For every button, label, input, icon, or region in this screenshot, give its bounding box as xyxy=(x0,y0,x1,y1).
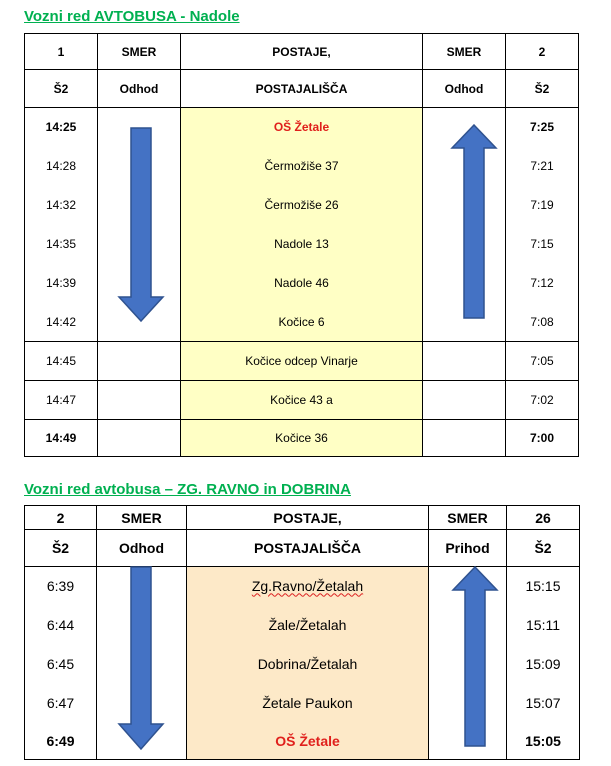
departure-time: 14:35 xyxy=(25,225,98,264)
departure-time: 14:39 xyxy=(25,264,98,303)
departure-time: 6:47 xyxy=(25,684,97,723)
stop-name: Kočice 43 a xyxy=(181,381,423,420)
stop-name: Kočice 6 xyxy=(181,303,423,342)
header-row-2 xyxy=(25,70,579,108)
col-header-right-number: 26 xyxy=(507,506,580,530)
stop-name: Nadole 13 xyxy=(181,225,423,264)
table-row xyxy=(25,420,579,457)
stop-name: Nadole 46 xyxy=(181,264,423,303)
stop-name: OŠ Žetale xyxy=(181,108,423,147)
arrival-time: 7:21 xyxy=(506,147,579,186)
col-header-left-number: 2 xyxy=(25,506,97,530)
arrow-up-icon xyxy=(450,124,498,320)
departure-time: 6:39 xyxy=(25,567,97,606)
col-subheader-stops: POSTAJALIŠČA xyxy=(181,70,423,108)
departure-time: 14:28 xyxy=(25,147,98,186)
arrival-time: 15:07 xyxy=(507,684,580,723)
col-header-direction-right: SMER xyxy=(423,34,506,70)
stop-name: Kočice 36 xyxy=(181,420,423,457)
col-subheader-right: Š2 xyxy=(507,530,580,567)
header-row-1 xyxy=(25,506,580,530)
col-header-direction-left: SMER xyxy=(97,506,187,530)
stop-name: Čermožiše 26 xyxy=(181,186,423,225)
col-subheader-departure-right: Odhod xyxy=(423,70,506,108)
col-subheader-departure: Odhod xyxy=(97,530,187,567)
arrival-time: 7:08 xyxy=(506,303,579,342)
departure-time: 14:25 xyxy=(25,108,98,147)
departure-time: 6:49 xyxy=(25,723,97,760)
arrival-time: 15:15 xyxy=(507,567,580,606)
departure-time: 14:47 xyxy=(25,381,98,420)
departure-time: 14:45 xyxy=(25,342,98,381)
departure-time: 6:44 xyxy=(25,606,97,645)
arrival-time: 7:15 xyxy=(506,225,579,264)
departure-time: 14:49 xyxy=(25,420,98,457)
arrival-time: 15:05 xyxy=(507,723,580,760)
col-header-left-number: 1 xyxy=(25,34,98,70)
arrow-down-icon xyxy=(117,127,165,323)
departure-time: 6:45 xyxy=(25,645,97,684)
arrow-down-icon xyxy=(117,566,165,751)
col-subheader-stops: POSTAJALIŠČA xyxy=(187,530,429,567)
col-header-direction-left: SMER xyxy=(98,34,181,70)
table1-title: Vozni red AVTOBUSA - Nadole xyxy=(24,8,240,25)
arrival-time: 7:00 xyxy=(506,420,579,457)
arrival-time: 15:11 xyxy=(507,606,580,645)
col-subheader-left: Š2 xyxy=(25,70,98,108)
arrival-time: 7:19 xyxy=(506,186,579,225)
arrival-time: 7:25 xyxy=(506,108,579,147)
arrival-time: 7:02 xyxy=(506,381,579,420)
arrival-time: 7:12 xyxy=(506,264,579,303)
col-subheader-right: Š2 xyxy=(506,70,579,108)
stop-name: Dobrina/Žetalah xyxy=(187,645,429,684)
col-header-stops: POSTAJE, xyxy=(187,506,429,530)
stop-name: Žale/Žetalah xyxy=(187,606,429,645)
col-subheader-left: Š2 xyxy=(25,530,97,567)
header-row-1 xyxy=(25,34,579,70)
col-subheader-departure-left: Odhod xyxy=(98,70,181,108)
table2-title: Vozni red avtobusa – ZG. RAVNO in DOBRINA xyxy=(24,481,351,498)
stop-name-text: Zg.Ravno/Žetalah xyxy=(251,578,364,595)
stop-name: Kočice odcep Vinarje xyxy=(181,342,423,381)
header-row-2 xyxy=(25,530,580,567)
col-header-stops: POSTAJE, xyxy=(181,34,423,70)
col-subheader-arrival: Prihod xyxy=(429,530,507,567)
col-header-right-number: 2 xyxy=(506,34,579,70)
table-row xyxy=(25,342,579,381)
arrow-up-icon xyxy=(451,566,499,748)
departure-time: 14:32 xyxy=(25,186,98,225)
arrival-time: 15:09 xyxy=(507,645,580,684)
stop-name: OŠ Žetale xyxy=(187,723,429,760)
table-row xyxy=(25,381,579,420)
stop-name xyxy=(187,567,429,606)
departure-time: 14:42 xyxy=(25,303,98,342)
stop-name: Žetale Paukon xyxy=(187,684,429,723)
arrival-time: 7:05 xyxy=(506,342,579,381)
col-header-direction-right: SMER xyxy=(429,506,507,530)
stop-name: Čermožiše 37 xyxy=(181,147,423,186)
